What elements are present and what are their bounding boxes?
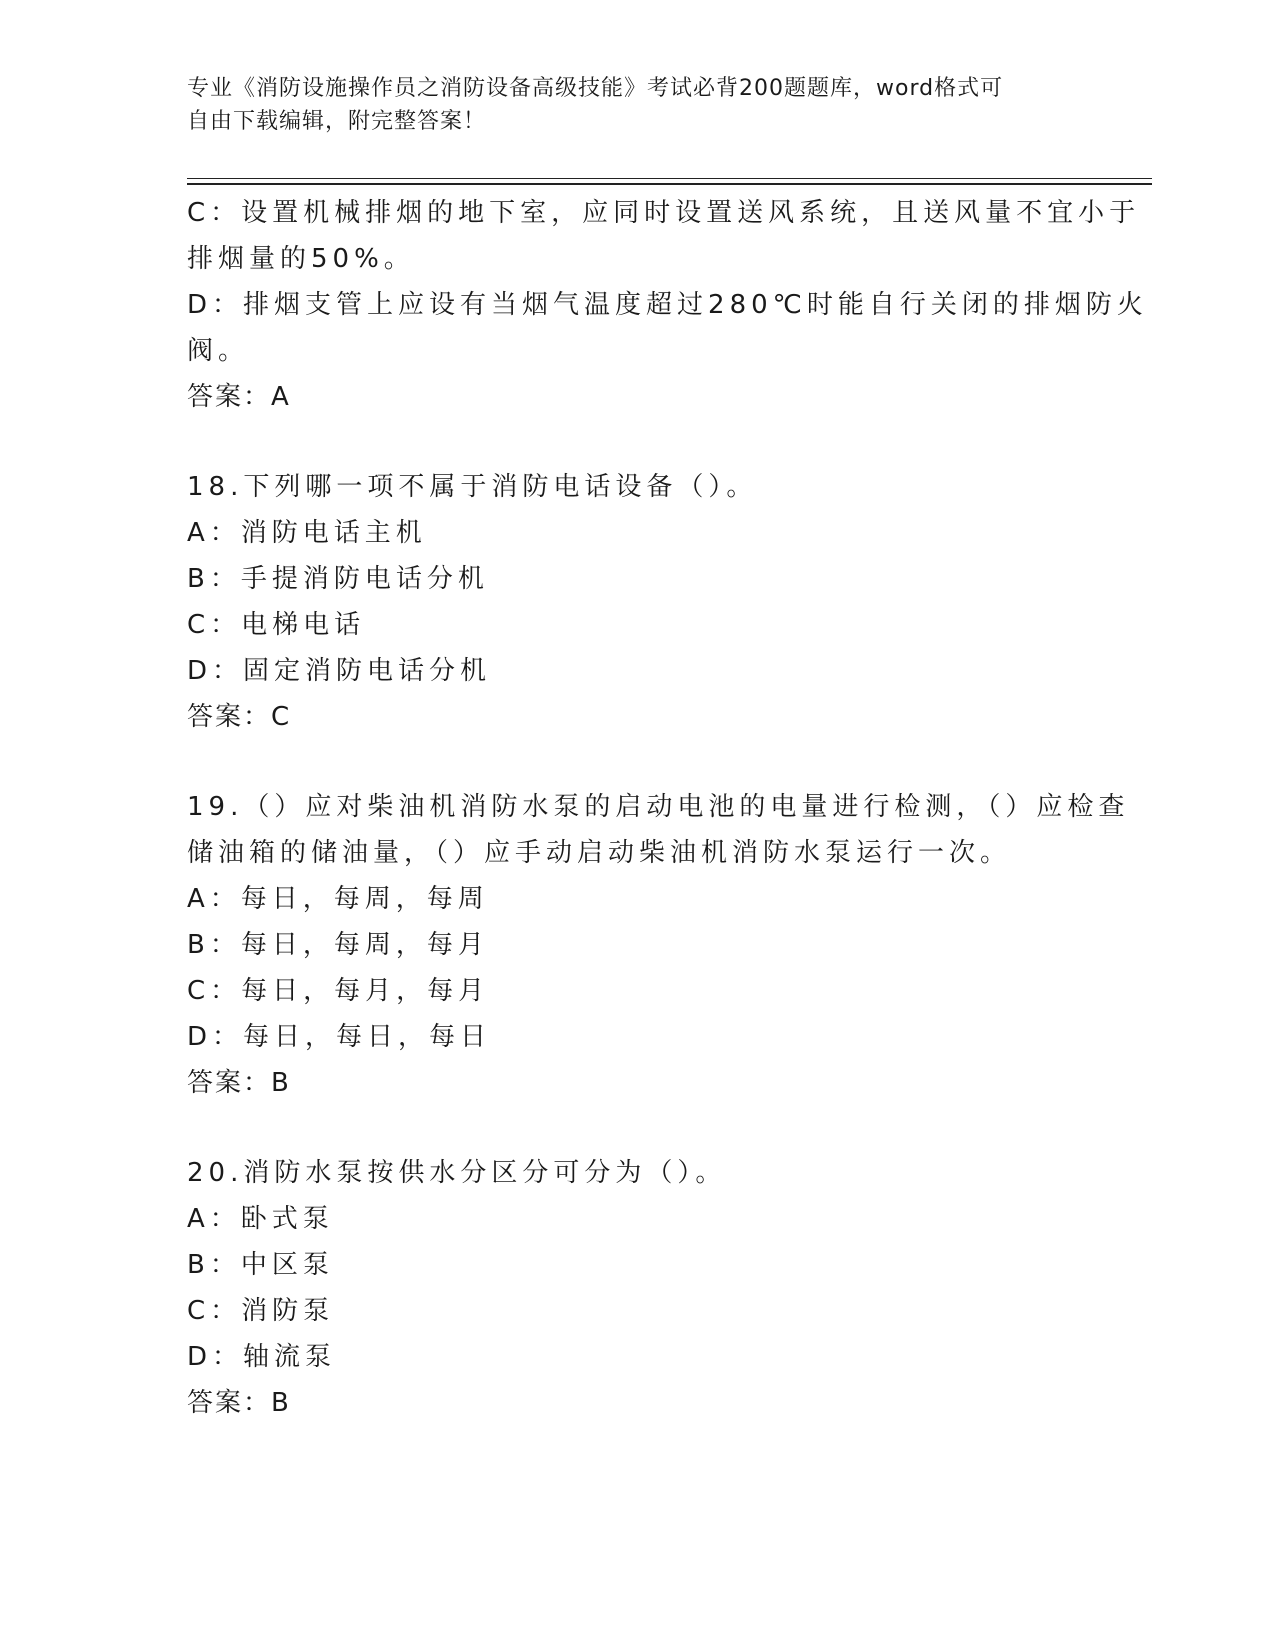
option-c-line-2: 排烟量的50%。	[187, 244, 415, 274]
answer-line: 答案：B	[187, 1068, 291, 1098]
question-20	[187, 1150, 1087, 1426]
spacer	[187, 740, 1087, 784]
page-header	[187, 72, 1087, 138]
header-divider-thin	[187, 178, 1152, 179]
option-a: A：消防电话主机	[187, 518, 427, 548]
document-body	[187, 190, 1148, 1426]
option-b: B：中区泵	[187, 1250, 334, 1280]
option-c: C：消防泵	[187, 1296, 335, 1326]
question-19	[187, 784, 1130, 1106]
option-d-line-1: D：排烟支管上应设有当烟气温度超过280℃时能自行关闭的排烟防火	[187, 290, 1148, 320]
option-d: D：固定消防电话分机	[187, 656, 492, 686]
question-stem: 18.下列哪一项不属于消防电话设备（）。	[187, 472, 758, 502]
question-18	[187, 464, 1087, 740]
question-stem-line-1: 19.（）应对柴油机消防水泵的启动电池的电量进行检测，（）应检查	[187, 792, 1130, 822]
option-d-line-2: 阀。	[187, 336, 250, 366]
answer-line: 答案：C	[187, 702, 292, 732]
question-17-continuation	[187, 190, 1148, 420]
spacer	[187, 420, 1087, 464]
option-d: D：每日，每日，每日	[187, 1022, 492, 1052]
option-b: B：每日，每周，每月	[187, 930, 489, 960]
option-c: C：每日，每月，每月	[187, 976, 490, 1006]
answer-line: 答案：B	[187, 1388, 291, 1418]
option-a: A：每日，每周，每周	[187, 884, 489, 914]
option-c-line-1: C：设置机械排烟的地下室，应同时设置送风系统，且送风量不宜小于	[187, 198, 1141, 228]
option-c: C：电梯电话	[187, 610, 366, 640]
header-line-1: 专业《消防设施操作员之消防设备高级技能》考试必背200题题库，word格式可	[187, 76, 1004, 101]
option-a: A：卧式泵	[187, 1204, 334, 1234]
option-d: D：轴流泵	[187, 1342, 337, 1372]
spacer	[187, 1106, 1087, 1150]
question-stem: 20.消防水泵按供水分区分可分为（）。	[187, 1158, 727, 1188]
answer-line: 答案：A	[187, 382, 291, 412]
question-stem-line-2: 储油箱的储油量，（）应手动启动柴油机消防水泵运行一次。	[187, 838, 1012, 868]
header-divider-thick	[187, 183, 1152, 185]
header-line-2: 自由下载编辑，附完整答案！	[187, 109, 487, 134]
option-b: B：手提消防电话分机	[187, 564, 489, 594]
